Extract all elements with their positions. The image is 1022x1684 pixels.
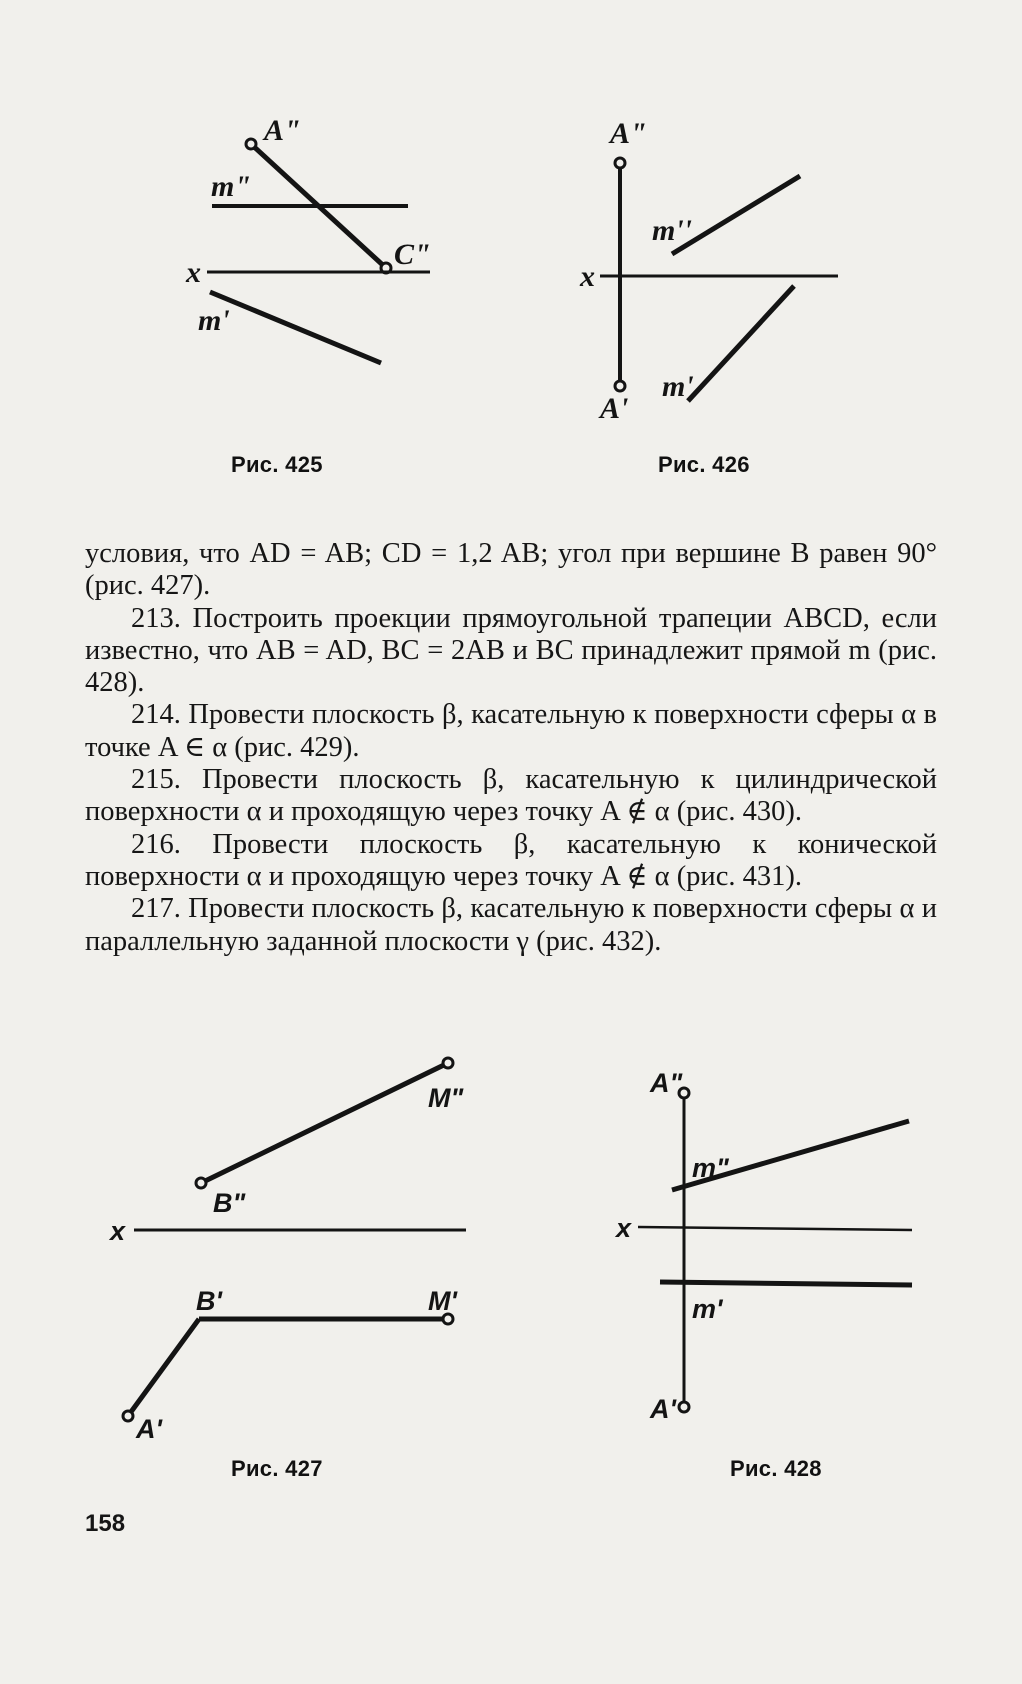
page-number: 158 [85, 1510, 126, 1537]
label-M2: M" [428, 1083, 464, 1113]
projection-segment-B2M2 [201, 1063, 448, 1183]
line-m1 [688, 286, 794, 401]
projection-segment-A1B1 [128, 1319, 199, 1416]
label-x: x [616, 1213, 632, 1243]
problem-217: 217. Провести плоскость β, касательную к поверхности сферы α и параллельную заданной плоскости γ (рис. 432). [85, 893, 937, 957]
label-B1: B' [196, 1286, 222, 1316]
caption-425: Рис. 425 [231, 452, 323, 477]
point-B2 [196, 1178, 206, 1188]
caption-426: Рис. 426 [658, 452, 750, 477]
problem-216: 216. Провести плоскость β, касательную к конической поверхности α и проходящую через точку A ∉ α (рис. 431). [85, 828, 937, 892]
label-M1: M' [428, 1286, 457, 1316]
label-m2: m'' [652, 214, 693, 247]
figure-426 [520, 0, 1022, 480]
label-A1: A' [650, 1394, 676, 1424]
figure-427 [0, 1020, 520, 1444]
label-A1: A' [600, 392, 629, 425]
label-x: x [110, 1216, 126, 1246]
label-A2: A" [610, 117, 647, 150]
point-A1 [123, 1411, 133, 1421]
label-m1: m' [692, 1294, 723, 1324]
point-A1 [615, 381, 625, 391]
label-B2: B" [213, 1188, 246, 1218]
problem-213: 213. Построить проекции прямоугольной трапеции ABCD, если известно, что AB = AD, BC = 2AB и BC принадлежит прямой m (рис. 428). [85, 602, 937, 699]
problem-215: 215. Провести плоскость β, касательную к цилиндрической поверхности α и проходящую через точку A ∉ α (рис. 430). [85, 764, 937, 828]
point-M2 [443, 1058, 453, 1068]
continuation-paragraph: условия, что AD = AB; CD = 1,2 AB; угол при вершине B равен 90° (рис. 427). [85, 538, 937, 602]
caption-428: Рис. 428 [730, 1456, 822, 1481]
label-m2: m" [692, 1153, 729, 1183]
label-A1: A' [136, 1414, 162, 1444]
label-x: x [186, 256, 201, 289]
point-A2 [246, 139, 256, 149]
label-m1: m' [198, 304, 230, 337]
problem-text [85, 538, 937, 958]
label-x: x [580, 260, 595, 293]
label-A2: A" [264, 114, 301, 147]
caption-427: Рис. 427 [231, 1456, 323, 1481]
label-A2: A" [650, 1068, 683, 1098]
line-m1 [660, 1282, 912, 1285]
axis-x [638, 1227, 912, 1230]
figure-428 [520, 1020, 1022, 1440]
point-A2 [615, 158, 625, 168]
point-A1 [679, 1402, 689, 1412]
problem-214: 214. Провести плоскость β, касательную к поверхности сферы α в точке A ∈ α (рис. 429). [85, 699, 937, 763]
label-m1: m' [662, 370, 694, 403]
line-m1 [210, 292, 381, 363]
label-m2: m" [211, 170, 251, 203]
label-C2: C" [394, 238, 431, 271]
figure-425 [0, 0, 520, 480]
